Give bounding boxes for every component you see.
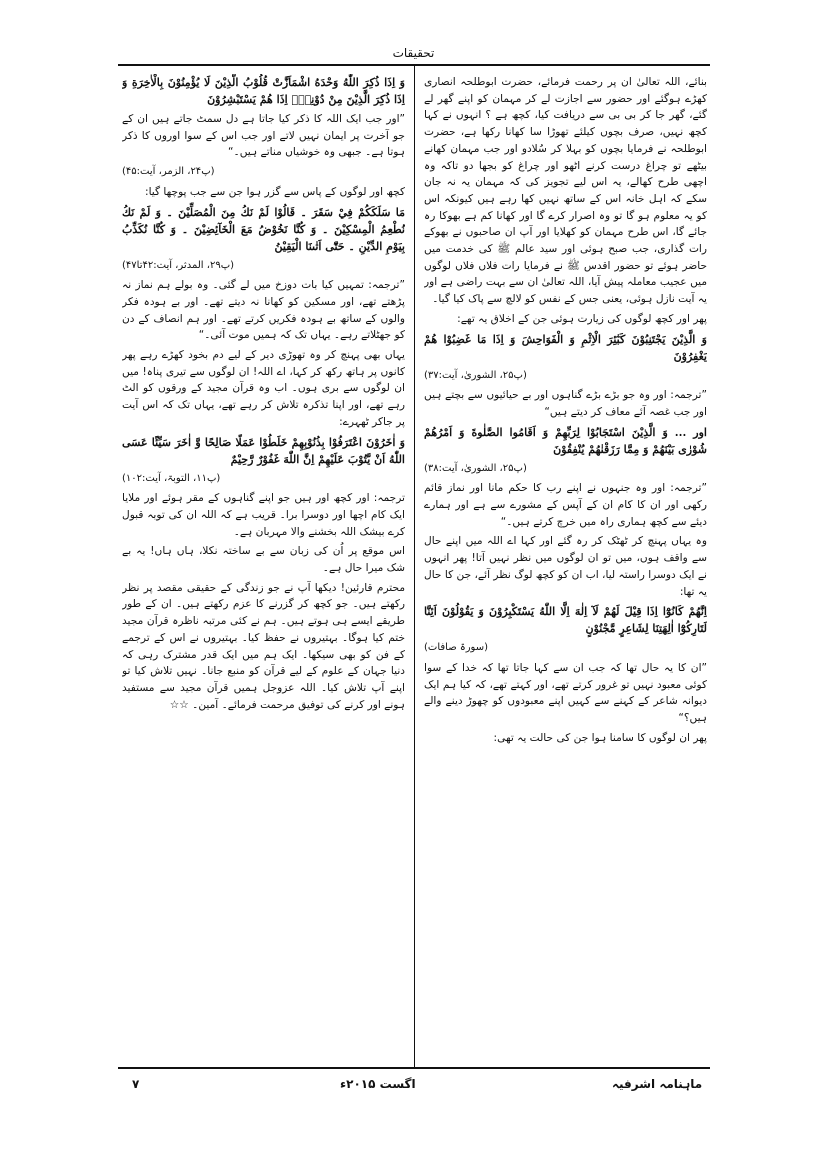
paragraph: یہاں بھی پہنچ کر وہ تھوڑی دیر کے لیے دم بخود کھڑے رہے پھر کانوں پر ہاتھ رکھ کر کہا، اے اللہ! ان لوگوں سے تیری پناہ! میں ان لوگوں سے بری ہوں۔ اب وہ قرآن مجید کے ورقوں کو الٹ رہے تھے، اور اپنا تذکرہ تلاش کر رہے تھے، یہاں تک کہ اس آیت پر جاکر ٹھہرے:	[122, 349, 405, 428]
footer-magazine-name: ماہنامہ اشرفیہ	[612, 1077, 703, 1091]
right-column	[424, 74, 707, 1062]
paragraph: اس موقع پر اُن کی زبان سے بے ساختہ نکلا، ہاں ہاں! یہ بے شک میرا حال ہے۔	[122, 545, 405, 575]
verse-reference: (پ۲۹، المدثر، آیت:۴۲تا۴۷)	[122, 259, 235, 271]
footer-issue-date: اگست ۲۰۱۵ء	[340, 1077, 416, 1091]
verse-reference: (پ۲۵، الشوریٰ، آیت:۳۷)	[424, 369, 527, 381]
footer-page-number: ۷	[132, 1077, 140, 1091]
quran-verse: مَا سَلَكَكُمْ فِيْ سَقَرَ ۔ قَالُوْا لَمْ نَكُ مِنَ الْمُصَلِّيْنَ ۔ وَ لَمْ نَكُ نُطْعِمُ الْمِسْكِيْنَ ۔ وَ كُنَّا نَخُوْضُ مَعَ الْخَآئِضِيْنَ ۔ وَ كُنَّا نُكَذِّبُ بِيَوْمِ الدِّيْنِ ۔ حَتّٰٓى اَتٰىنَا الْيَقِيْنُ	[122, 205, 405, 253]
paragraph: ”ترجمہ: اور وہ جو بڑے بڑے گناہوں اور بے حیائیوں سے بچتے ہیں اور جب غصہ آئے معاف کر دیتے ہیں“	[424, 389, 707, 418]
quran-verse: وَ اِذَا ذُكِرَ اللّٰهُ وَحْدَهُ اشْمَاَزَّتْ قُلُوْبُ الَّذِيْنَ لَا يُؤْمِنُوْنَ بِالْاٰخِرَةِ وَ اِذَا ذُكِرَ الَّذِيْنَ مِنْ دُوْنِهٖٓ اِذَا هُمْ يَسْتَبْشِرُوْنَ	[122, 76, 405, 106]
paragraph: پھر ان لوگوں کا سامنا ہوا جن کی حالت یہ تھی:	[493, 731, 707, 744]
quran-verse: اِنَّهُمْ كَانُوْٓا اِذَا قِيْلَ لَهُمْ لَآ اِلٰهَ اِلَّا اللّٰهُ يَسْتَكْبِرُوْنَ وَ يَقُوْلُوْنَ اَئِنَّا لَتَارِكُوْٓا اٰلِهَتِنَا لِشَاعِرٍ مَّجْنُوْنٍ	[424, 605, 707, 636]
verse-reference: (پ۲۴، الزمر، آیت:۴۵)	[122, 166, 215, 178]
running-header: تحقیقات	[392, 46, 435, 60]
paragraph: ”ترجمہ: اور وہ جنہوں نے اپنے رب کا حکم مانا اور نماز قائم رکھی اور ان کا کام ان کے آپس کے مشورے سے ہے اور ہمارے دیئے سے کچھ ہماری راہ میں خرچ کرتے ہیں۔“	[424, 482, 707, 528]
paragraph: ترجمہ: اور کچھ اور ہیں جو اپنے گناہوں کے مقر ہوئے اور ملایا ایک کام اچھا اور دوسرا برا۔ قریب ہے کہ اللہ ان کی توبہ قبول کرے بیشک اللہ بخشنے والا مہربان ہے۔	[122, 492, 405, 538]
paragraph: کچھ اور لوگوں کے پاس سے گزر ہوا جن سے جب پوچھا گیا:	[145, 185, 405, 198]
paragraph: محترم قارئین! دیکھا آپ نے جو زندگی کے حقیقی مقصد پر نظر رکھتے ہیں۔ جو کچھ کر گزرنے کا عزم رکھتے ہیں۔ ان کے طور طریقے ایسے ہی ہوتے ہیں۔ ہم نے کئی مرتبہ ناظرہ قرآن مجید ختم کیا ہوگا۔ بہتیروں نے حفظ کیا۔ بہتیروں نے اس کے ترجمے کے فن کو بھی سیکھا۔ ایک ہم میں ایک قدر مشترک رہی کہ دنیا جہان کے علوم کے لیے قرآن کو منبع جانا۔ نہیں تلاش کیا تو اپنے آپ تلاش کیا۔ اللہ عزوجل ہمیں قرآن مجید سے مستفید ہونے اور کرنے کی توفیق مرحمت فرمائے۔ آمین۔ ☆☆	[122, 581, 405, 711]
paragraph: وہ یہاں پہنچ کر ٹھٹک کر رہ گئے اور کہا اے اللہ میں اپنے حال سے واقف ہوں، میں تو ان لوگوں میں نظر نہیں آتا! پھر انہوں نے ایک دوسرا راستہ لیا، اب ان کو کچھ لوگ نظر آئے، جن کا حال یہ تھا:	[424, 535, 707, 598]
paragraph: ”ترجمہ: تمہیں کیا بات دوزخ میں لے گئی۔ وہ بولے ہم نماز نہ پڑھتے تھے، اور مسکین کو کھانا نہ دیتے تھے۔ اور بے ہودہ فکر والوں کے ساتھ بے ہودہ فکریں کرتے تھے۔ اور ہم انصاف کے دن کو جھٹلاتے رہے۔ یہاں تک کہ ہمیں موت آئی۔“	[122, 279, 405, 342]
left-column	[122, 74, 405, 1062]
quran-verse: وَ اٰخَرُوْنَ اعْتَرَفُوْا بِذُنُوْبِهِمْ خَلَطُوْا عَمَلًا صَالِحًا وَّ اٰخَرَ سَيِّئًا عَسَى اللّٰهُ اَنْ يَّتُوْبَ عَلَيْهِمْ اِنَّ اللّٰهَ غَفُوْرٌ رَّحِيْمٌ	[122, 435, 405, 466]
bottom-rule	[118, 1067, 710, 1069]
quran-verse: وَ الَّذِيْنَ يَجْتَنِبُوْنَ كَبٰٓئِرَ الْاِثْمِ وَ الْفَوَاحِشَ وَ اِذَا مَا غَضِبُوْا هُمْ يَغْفِرُوْنَ	[424, 332, 707, 363]
paragraph: ”ان کا یہ حال تھا کہ جب ان سے کہا جاتا تھا کہ خدا کے سوا کوئی معبود نہیں تو غرور کرتے تھے، اور کہتے تھے، کہ کیا ہم ایک دیوانہ شاعر کے کہنے سے کہیں اپنے معبودوں کو چھوڑ دینے والے ہیں؟“	[424, 661, 707, 725]
paragraph: پھر اور کچھ لوگوں کی زیارت ہوئی جن کے اخلاق یہ تھے:	[457, 312, 707, 325]
paragraph: ”اور جب ایک اللہ کا ذکر کیا جاتا ہے دل سمٹ جاتے ہیں ان کے جو آخرت پر ایمان نہیں لاتے اور جب اس کے سوا اوروں کا ذکر ہوتا ہے۔ جبھی وہ خوشیاں مناتے ہیں۔“	[122, 113, 405, 159]
verse-reference: (سورۃ صافات)	[424, 642, 488, 654]
quran-verse: اور ... وَ الَّذِيْنَ اسْتَجَابُوْا لِرَبِّهِمْ وَ اَقَامُوا الصَّلٰوةَ وَ اَمْرُهُمْ شُوْرٰى بَيْنَهُمْ وَ مِمَّا رَزَقْنٰهُمْ يُنْفِقُوْنَ	[424, 425, 707, 456]
column-divider	[414, 64, 415, 1067]
paragraph: بنائے، اللہ تعالیٰ ان پر رحمت فرمائے، حضرت ابوطلحہ انصاری کھڑے ہوگئے اور حضور سے اجازت لے کر مہمان کو اپنے گھر لے گئے، گھر جا کر بی بی سے دریافت کیا، کچھ ہے ؟ انہوں نے کہا کچھ نہیں، صرف بچوں کیلئے تھوڑا سا کھانا رکھا ہے، حضرت ابوطلحہ نے فرمایا بچوں کو بہلا کر سُلادو اور جب مہمان کھانے بیٹھے تو چراغ درست کرنے اٹھو اور چراغ کو بجھا دو تاکہ وہ اچھی طرح کھالے، یہ اس لیے تجویز کی کہ مہمان یہ نہ جان سکے کہ اہل خانہ اس کے ساتھ نہیں کھا رہے ہیں کیونکہ اس کو یہ معلوم ہو گا تو وہ اصرار کرے گا اور کھانا کم ہے بھوکا رہ جائے گا، اس طرح مہمان کو کھلایا اور آپ ان صاحبوں نے بھوکے رات گذاری، جب صبح ہوئی اور سید عالم ﷺ کی خدمت میں حاضر ہوئے تو حضور اقدس ﷺ نے فرمایا رات فلاں فلاں لوگوں میں عجیب معاملہ پیش آیا، اللہ تعالیٰ ان سے بہت راضی ہے اور یہ آیت نازل ہوئی، یعنی جس کے نفس کو لالچ سے پاک کیا گیا۔	[424, 76, 707, 306]
verse-reference: (پ۱۱، التوبۃ، آیت:۱۰۲)	[122, 472, 221, 484]
verse-reference: (پ۲۵، الشوریٰ، آیت:۳۸)	[424, 462, 527, 474]
